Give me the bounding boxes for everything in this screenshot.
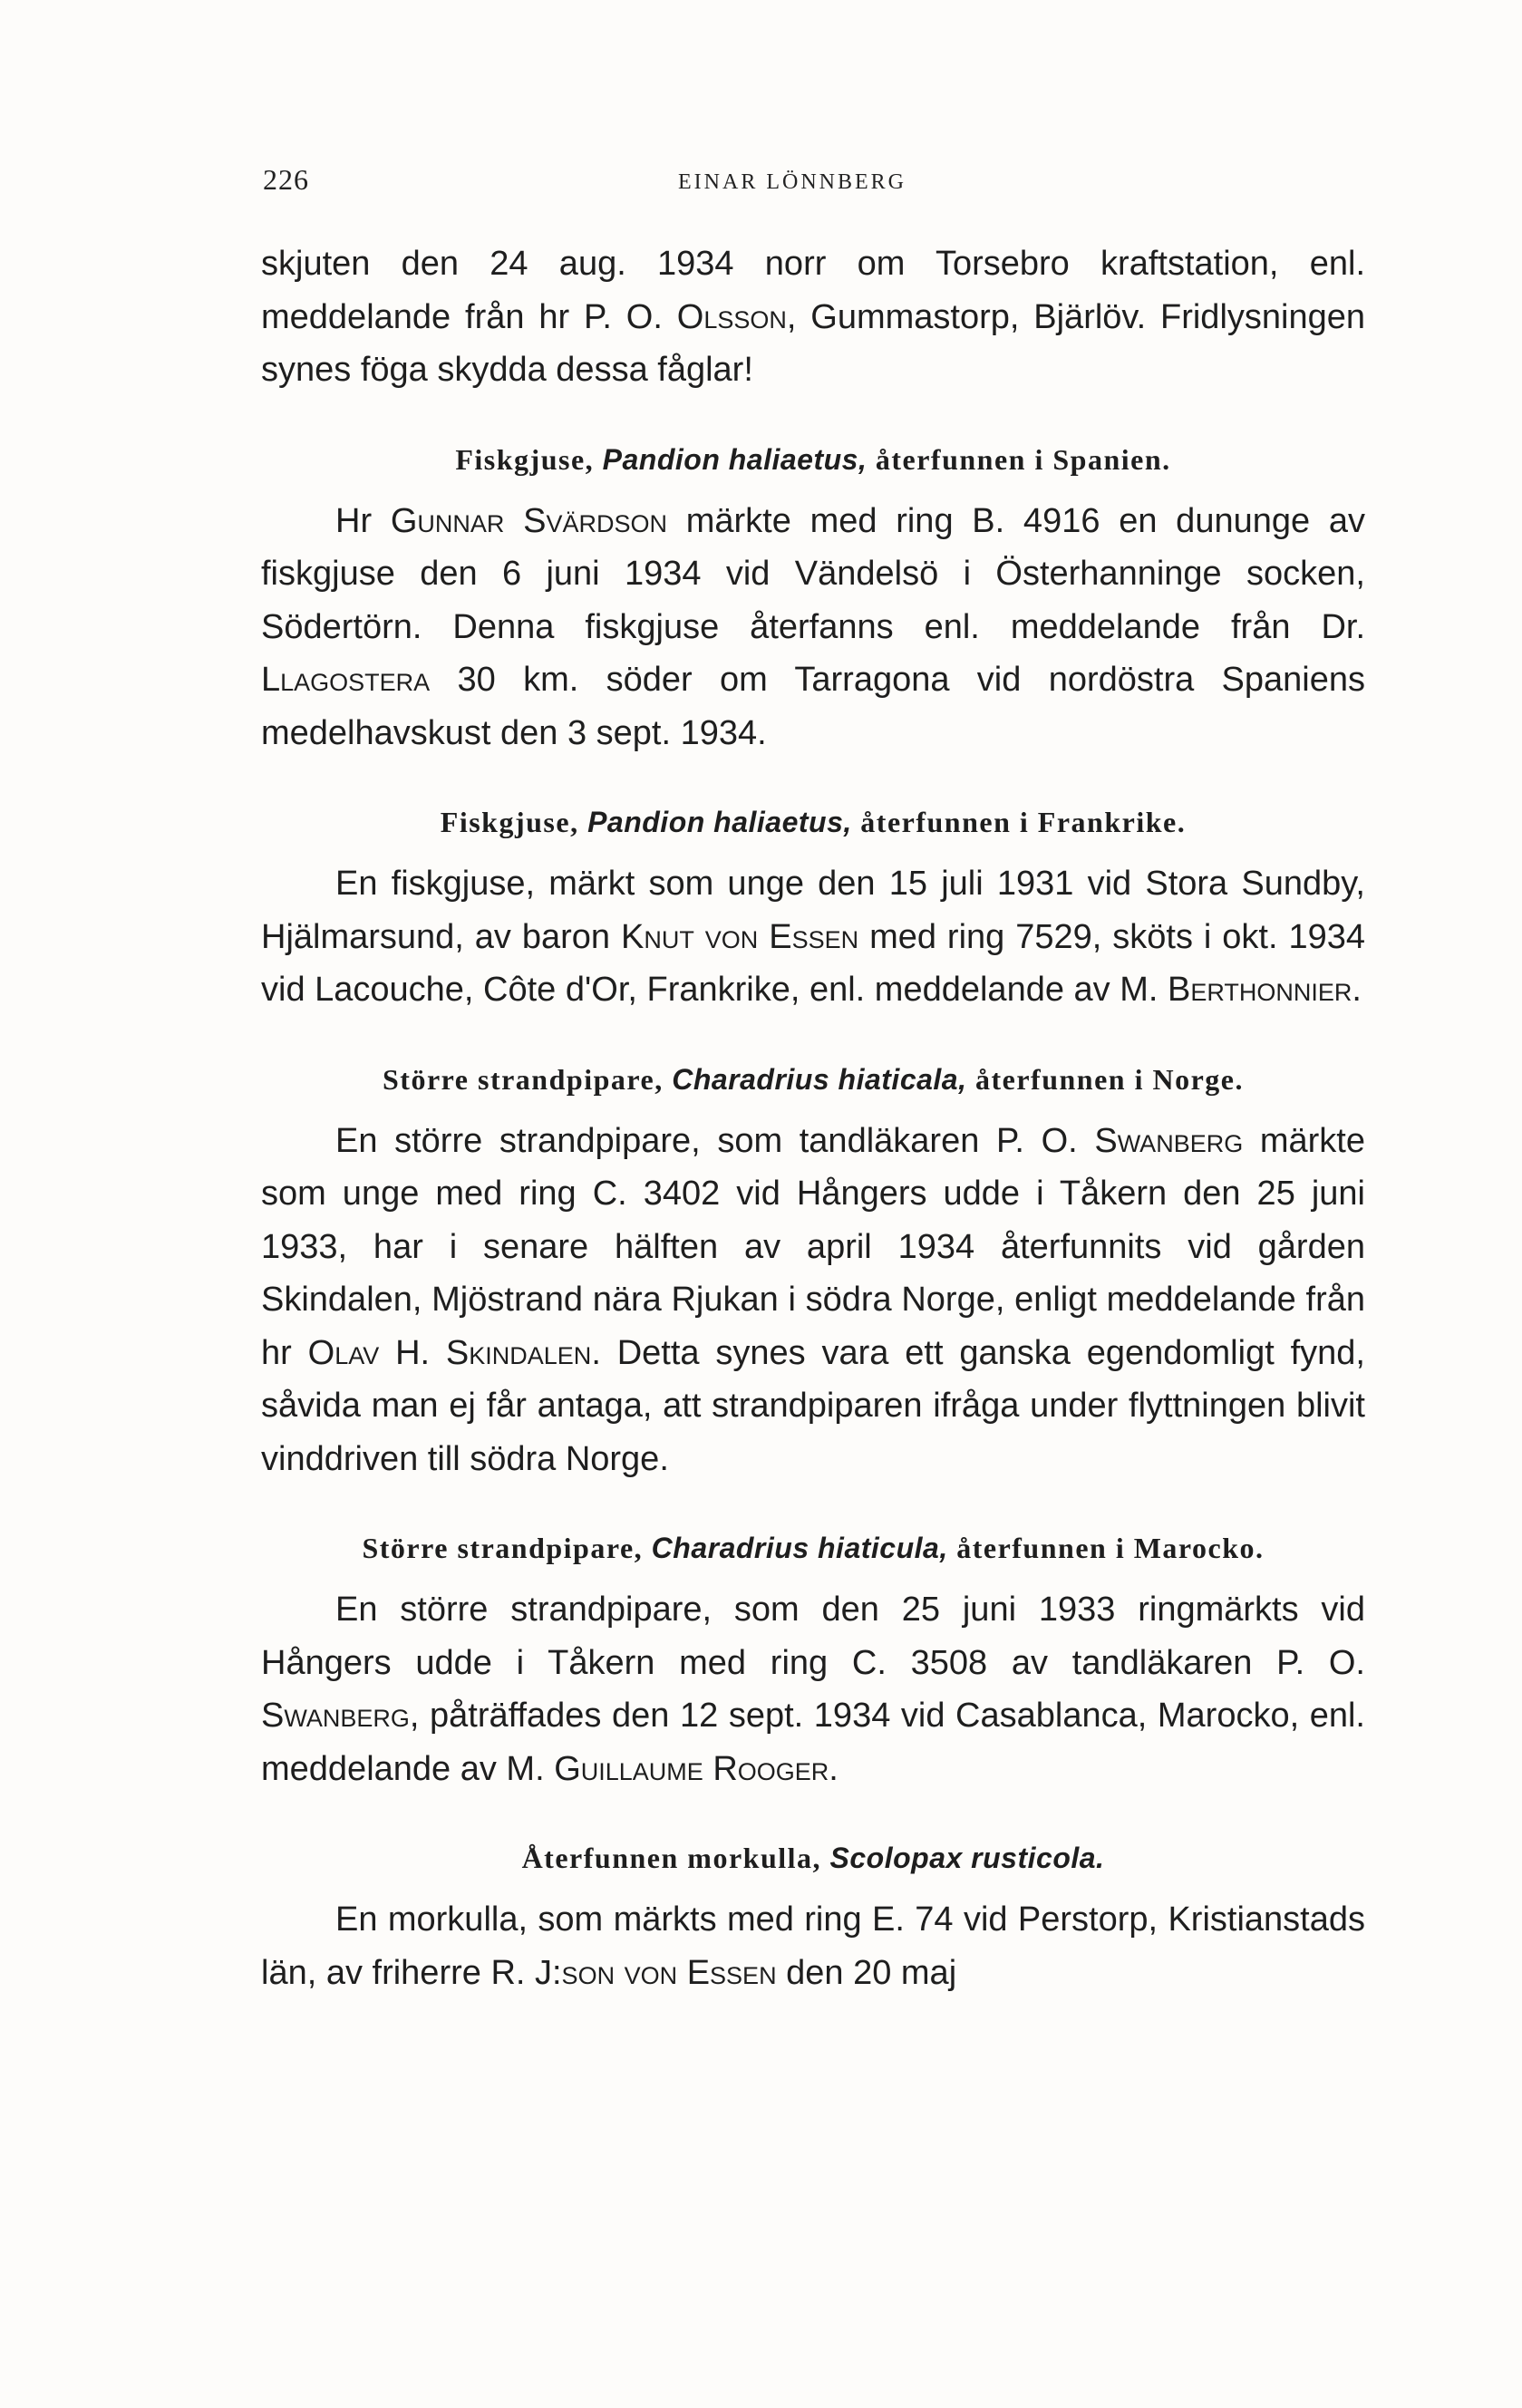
person-name: Berthonnier: [1168, 971, 1352, 1009]
section-heading-woodcock: Återfunnen morkulla, Scolopax rusticola.: [521, 1842, 1105, 1874]
latin-name: Charadrius hiaticala,: [672, 1062, 967, 1096]
person-name: Llagostera: [261, 661, 431, 699]
person-name: Olsson: [676, 297, 787, 336]
paragraph-plover-morocco: En större strandpipare, som den 25 juni 1933 ringmärkts vid Hångers udde i Tåkern med ring C. 3508 av tandläkaren P. O. Swanberg, påträffades den 12 sept. 1934 vid Casablanca, Marocko, enl. meddelande av M. Guillaume Rooger.: [261, 1591, 1365, 1788]
paragraph-continued: skjuten den 24 aug. 1934 norr om Torsebro kraftstation, enl. meddelande från hr P. O. Olsson, Gummastorp, Bjärlöv. Fridlysningen synes föga skydda dessa fåglar!: [261, 245, 1365, 389]
person-name: Knut von Essen: [621, 917, 859, 956]
latin-name: Pandion haliaetus,: [587, 806, 852, 838]
person-name: J:son von Essen: [535, 1953, 777, 1992]
book-page: [261, 0, 1365, 2408]
person-name: Swanberg: [1094, 1121, 1244, 1160]
person-name: Guillaume Rooger: [554, 1749, 829, 1788]
latin-name: Scolopax rusticola.: [829, 1842, 1105, 1874]
running-head: EINAR LÖNNBERG: [678, 170, 906, 194]
section-heading-plover-norway: Större strandpipare, Charadrius hiaticala, återfunnen i Norge.: [383, 1062, 1244, 1096]
person-name: Olav H. Skindalen: [307, 1333, 592, 1372]
section-heading-osprey-france: Fiskgjuse, Pandion haliaetus, återfunnen i Frankrike.: [440, 806, 1187, 838]
paragraph-plover-norway: En större strandpipare, som tandläkaren P. O. Swanberg märkte som unge med ring C. 3402 vid Hångers udde i Tåkern den 25 juni 1933, har i senare hälften av april 1934 återfunnits vid gården Skindalen, Mjöstrand nära Rjukan i södra Norge, enligt meddelande från hr Olav H. Skindalen. Detta synes vara ett ganska egendomligt fynd, såvida man ej får antaga, att strandpiparen ifråga under flyttningen blivit vinddriven till södra Norge.: [261, 1121, 1365, 1478]
latin-name: Pandion haliaetus,: [602, 442, 868, 476]
person-name: Swanberg: [261, 1697, 410, 1735]
paragraph-osprey-spain: Hr Gunnar Svärdson märkte med ring B. 4916 en dununge av fiskgjuse den 6 juni 1934 vid Vändelsö i Österhanninge socken, Södertörn. Denna fiskgjuse återfanns enl. meddelande från Dr. Llagostera 30 km. söder om Tarragona vid nordöstra Spaniens medelhavskust den 3 sept. 1934.: [261, 501, 1365, 752]
page-number: 226: [263, 163, 309, 196]
paragraph-osprey-france: En fiskgjuse, märkt som unge den 15 juli 1931 vid Stora Sundby, Hjälmarsund, av baron Knut von Essen med ring 7529, sköts i okt. 1934 vid Lacouche, Côte d'Or, Frankrike, enl. meddelande av M. Berthonnier.: [261, 865, 1366, 1009]
section-heading-plover-morocco: Större strandpipare, Charadrius hiaticula, återfunnen i Marocko.: [362, 1532, 1265, 1564]
paragraph-woodcock: En morkulla, som märkts med ring E. 74 vid Perstorp, Kristianstads län, av friherre R. J:son von Essen den 20 maj: [261, 1900, 1365, 1992]
page-header: [261, 163, 1365, 207]
latin-name: Charadrius hiaticula,: [651, 1532, 948, 1564]
person-name: Gunnar Svärdson: [390, 501, 667, 540]
section-heading-osprey-spain: Fiskgjuse, Pandion haliaetus, återfunnen i Spanien.: [455, 442, 1171, 476]
body-text: [261, 237, 1365, 1999]
